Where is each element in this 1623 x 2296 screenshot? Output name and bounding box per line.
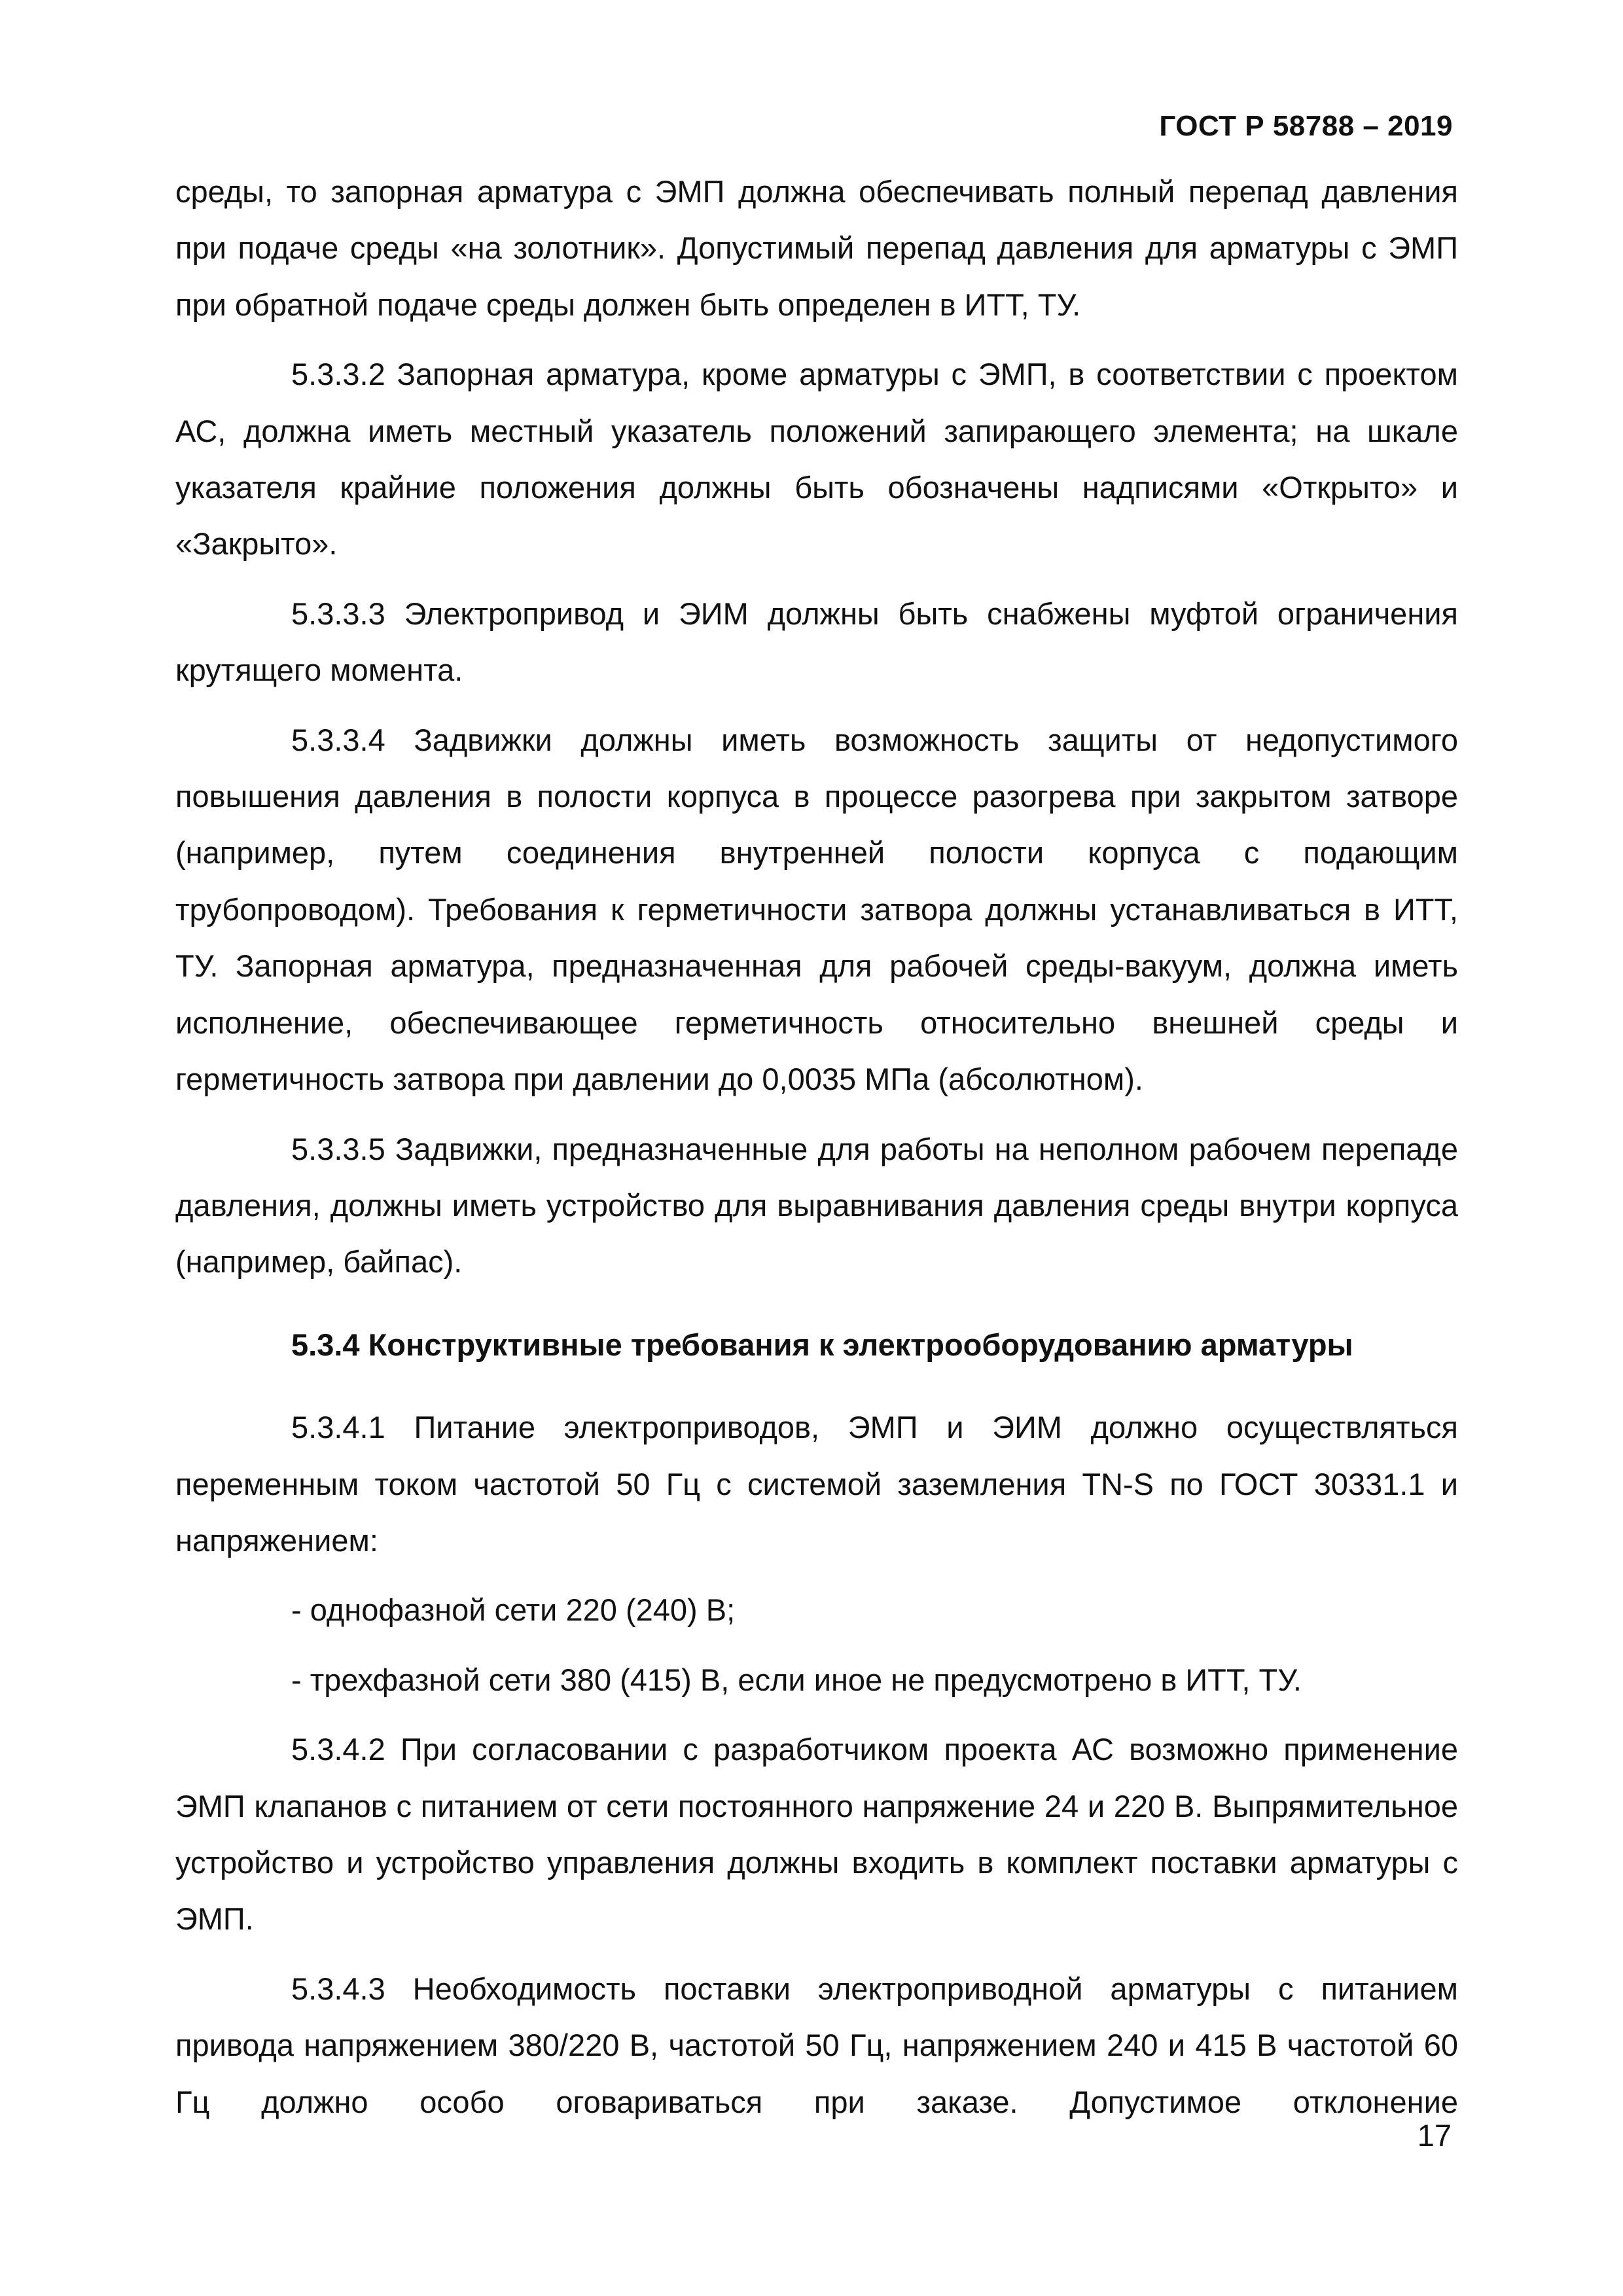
document-body [175,164,1458,2130]
paragraph-5-3-3-5: 5.3.3.5 Задвижки, предназначенные для работы на неполном рабочем перепаде давления, должны иметь устройство для выравнивания давления среды внутри корпуса (например, байпас). [175,1131,1458,1280]
paragraph-5-3-3-2: 5.3.3.2 Запорная арматура, кроме арматуры с ЭМП, в соответствии с проектом АС, должна иметь местный указатель положений запирающего элемента; на шкале указателя крайние положения должны быть обозначены надписями «Открыто» и «Закрыто». [175,357,1458,562]
list-item-single-phase: - однофазной сети 220 (240) В; [291,1592,736,1628]
paragraph-5-3-4-3: 5.3.4.3 Необходимость поставки электроприводной арматуры с питанием привода напряжением 380/220 В, частотой 50 Гц, напряжением 240 и 415 В частотой 60 Гц должно особо оговариваться при заказе. Допустимое отклонение [175,1971,1458,2119]
list-item-three-phase: - трехфазной сети 380 (415) В, если иное не предусмотрено в ИТТ, ТУ. [291,1662,1302,1697]
section-heading-5-3-4: 5.3.4 Конструктивные требования к электрооборудованию арматуры [291,1327,1353,1362]
paragraph-5-3-4-2: 5.3.4.2 При согласовании с разработчиком проекта АС возможно применение ЭМП клапанов с питанием от сети постоянного напряжение 24 и 220 В. Выпрямительное устройство и устройство управления должны входить в комплект поставки арматуры с ЭМП. [175,1732,1458,1937]
paragraph-5-3-3-4: 5.3.3.4 Задвижки должны иметь возможность защиты от недопустимого повышения давления в полости корпуса в процессе разогрева при закрытом затворе (например, путем соединения внутренней полости корпуса с подающим трубопроводом). Требования к герметичности затвора должны устанавливаться в ИТТ, ТУ. Запорная арматура, предназначенная для рабочей среды-вакуум, должна иметь исполнение, обеспечивающее герметичность относительно внешней среды и герметичность затвора при давлении до 0,0035 МПа (абсолютном). [175,722,1458,1097]
page-number: 17 [1417,2118,1452,2153]
paragraph-5-3-3-3: 5.3.3.3 Электропривод и ЭИМ должны быть снабжены муфтой ограничения крутящего момента. [175,596,1458,688]
document-header: ГОСТ Р 58788 – 2019 [1159,110,1453,142]
paragraph-continuation: среды, то запорная арматура с ЭМП должна обеспечивать полный перепад давления при подаче среды «на золотник». Допустимый перепад давления для арматуры с ЭМП при обратной подаче среды должен быть определен в ИТТ, ТУ. [175,174,1458,322]
paragraph-5-3-4-1: 5.3.4.1 Питание электроприводов, ЭМП и ЭИМ должно осуществляться переменным током частотой 50 Гц с системой заземления TN-S по ГОСТ 30331.1 и напряжением: [175,1410,1458,1558]
